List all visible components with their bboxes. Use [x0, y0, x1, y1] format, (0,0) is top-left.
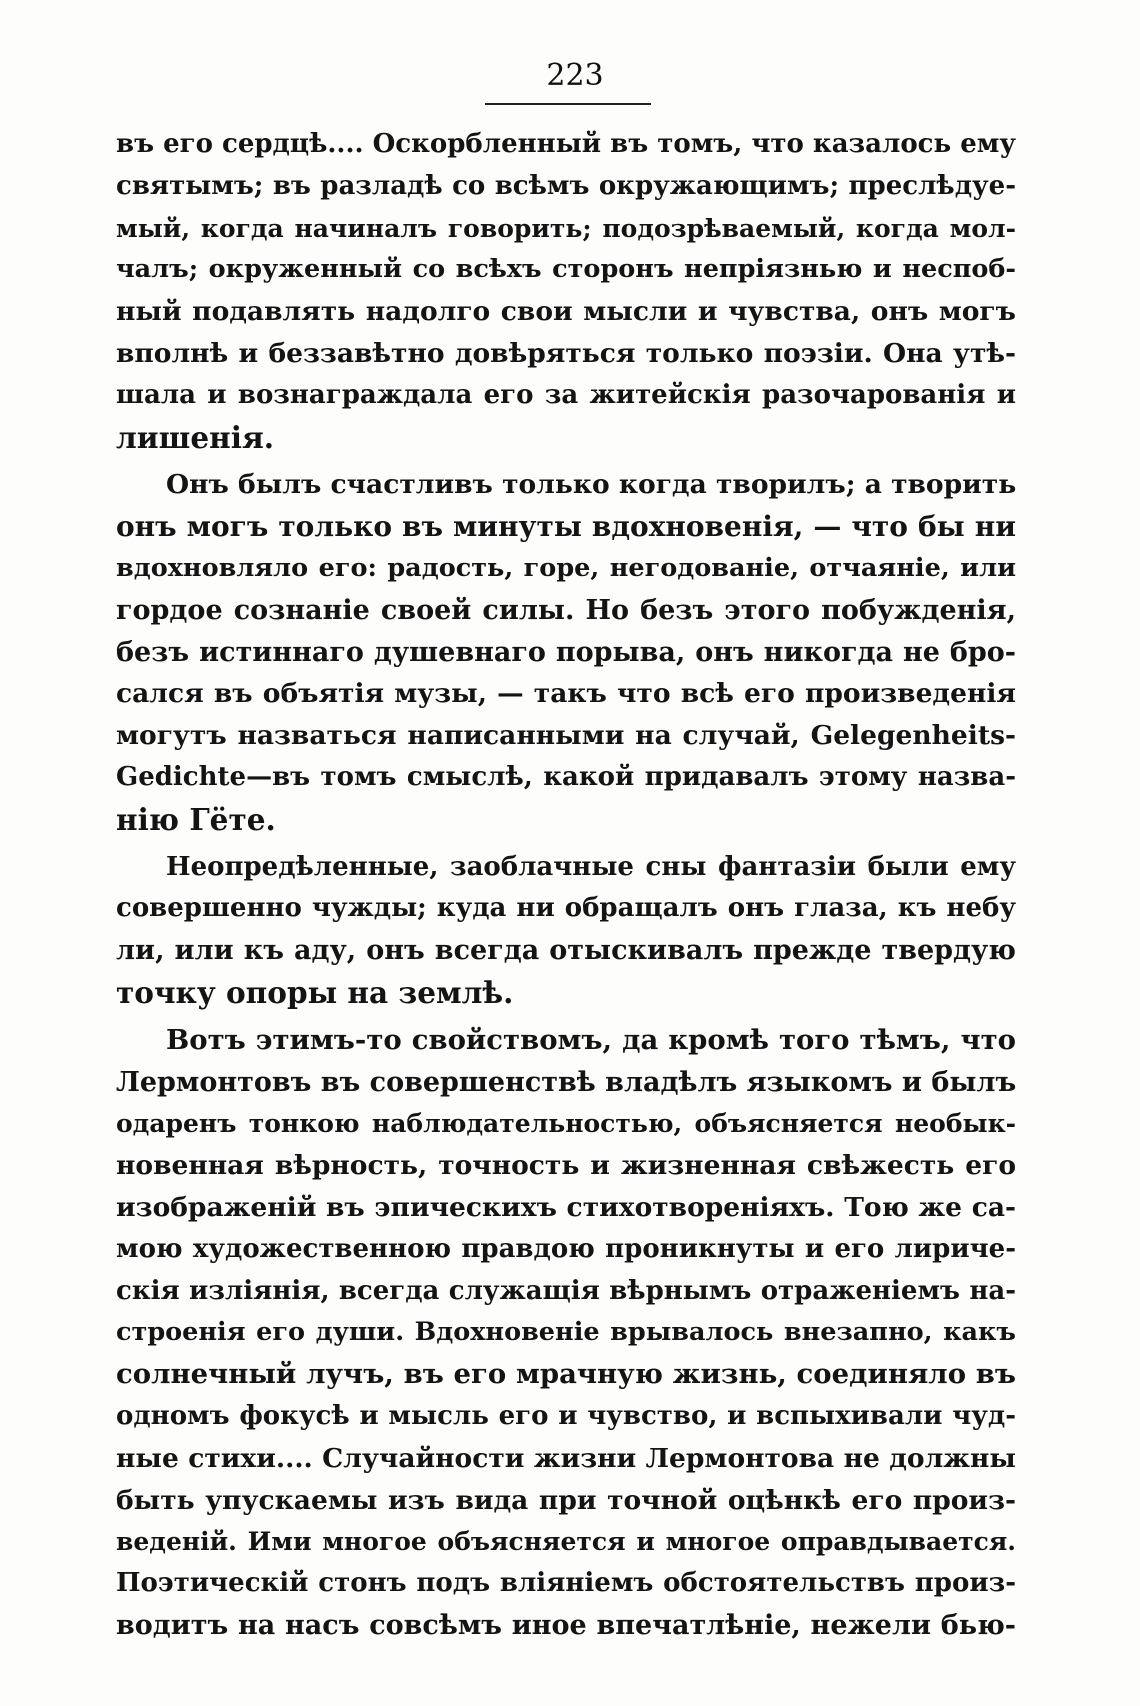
text-line: Поэтическій стонъ подъ вліяніемъ обстоятельствъ произ- — [116, 1568, 1016, 1599]
text-line: скія изліянія, всегда служащія вѣрнымъ отраженіемъ на- — [116, 1275, 1016, 1306]
text-line: святымъ; въ разладѣ со всѣмъ окружающимъ; преслѣдуе- — [116, 170, 1016, 201]
text-line: новенная вѣрность, точность и жизненная свѣжесть его — [116, 1150, 1016, 1182]
header-rule — [485, 103, 651, 105]
text-line: безъ истиннаго душевнаго порыва, онъ никогда не бро- — [116, 636, 1016, 668]
text-line: онъ могъ только въ минуты вдохновенія, — что бы ни — [116, 510, 1016, 544]
paragraph-4 — [116, 1020, 1016, 1647]
text-line: Неопредѣленные, заоблачные сны фантазіи были ему — [166, 851, 1016, 882]
text-line: гордое сознаніе своей силы. Но безъ этого побужденія, — [116, 594, 1016, 626]
body-text — [116, 124, 1016, 1647]
text-line: чалъ; окруженный со всѣхъ сторонъ непріязнью и неспоб- — [116, 254, 1016, 285]
text-line: точку опоры на землѣ. — [116, 974, 514, 1010]
text-line: солнечный лучъ, въ его мрачную жизнь, соединяло въ — [116, 1358, 1016, 1391]
text-line: лишенія. — [116, 419, 275, 455]
text-line: одномъ фокусѣ и мысль его и чувство, и вспыхивали чуд- — [116, 1400, 1016, 1431]
paragraph-1 — [116, 124, 1016, 458]
text-line: вдохновляло его: радость, горе, негодованіе, отчаяніе, или — [116, 552, 1016, 583]
text-line: Gedichte—въ томъ смыслѣ, какой придавалъ этому назва- — [116, 761, 1016, 792]
text-line: Вотъ этимъ-то свойствомъ, да кромѣ того тѣмъ, что — [166, 1023, 1016, 1056]
text-line: вполнѣ и беззавѣтно довѣряться только поэзіи. Она утѣ- — [116, 337, 1016, 369]
text-line: изображеній въ эпическихъ стихотвореніяхъ. Тою же са- — [116, 1191, 1016, 1223]
text-line: могутъ назваться написанными на случай, Gelegenheits- — [116, 720, 1016, 752]
text-line: нію Гёте. — [116, 801, 276, 837]
text-line: веденій. Ими многое объясняется и многое оправдывается. — [116, 1527, 1016, 1557]
text-line: мый, когда начиналъ говорить; подозрѣваемый, когда мол- — [116, 213, 1016, 243]
paragraph-2 — [116, 464, 1016, 840]
text-line: быть упускаемы изъ вида при точной оцѣнкѣ его произ- — [116, 1484, 1016, 1516]
text-line: ный подавлять надолго свои мысли и чувства, онъ могъ — [116, 296, 1016, 328]
text-line: ные стихи.... Случайности жизни Лермонтова не должны — [116, 1442, 1016, 1474]
text-line: совершенно чужды; куда ни обращалъ онъ глаза, къ небу — [116, 893, 1016, 924]
text-line: въ его сердцѣ.... Оскорбленный въ томъ, что казалось ему — [116, 129, 1016, 159]
paragraph-3 — [116, 847, 1016, 1014]
text-line: строенія его души. Вдохновеніе врывалось внезапно, какъ — [116, 1317, 1016, 1348]
text-line: одаренъ тонкою наблюдательностью, объясняется необык- — [116, 1109, 1016, 1139]
text-line: водитъ на насъ совсѣмъ иное впечатлѣніе, нежели бью- — [116, 1609, 1016, 1641]
text-line: Онъ былъ счастливъ только когда творилъ; а творить — [166, 469, 1017, 501]
text-line: сался въ объятія музы, — такъ что всѣ его произведенія — [116, 678, 1016, 710]
page-number: 223 — [546, 58, 604, 93]
text-line: ли, или къ аду, онъ всегда отыскивалъ прежде твердую — [116, 935, 1016, 967]
text-line: Лермонтовъ въ совершенствѣ владѣлъ языкомъ и былъ — [116, 1066, 1017, 1098]
text-line: шала и вознаграждала его за житейскія разочарованія и — [116, 379, 1016, 410]
text-line: мою художественною правдою проникнуты и его лириче- — [116, 1233, 1016, 1264]
